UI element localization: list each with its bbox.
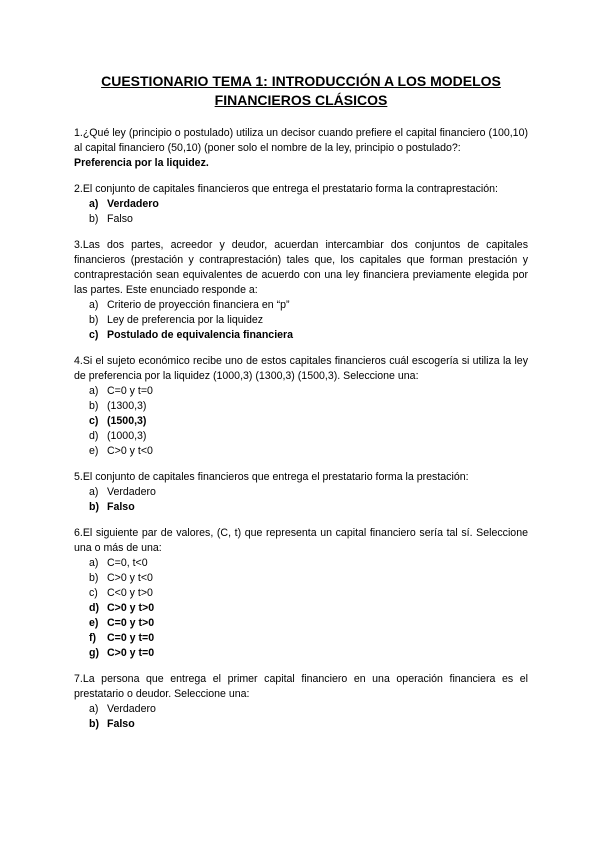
option-item xyxy=(89,571,528,586)
option-mark: b) xyxy=(89,572,99,584)
option-item xyxy=(89,631,528,646)
question-5 xyxy=(74,470,528,515)
option-text: Ley de preferencia por la liquidez xyxy=(107,314,264,326)
option-mark: a) xyxy=(89,198,99,210)
question-stem: 1.¿Qué ley (principio o postulado) utiliza un decisor cuando prefiere el capital financiero (100,10) al capital financiero (50,10) (poner solo el nombre de la ley, principio o postulado?: xyxy=(74,127,528,154)
option-list xyxy=(74,384,528,459)
option-mark: d) xyxy=(89,602,99,614)
option-mark: b) xyxy=(89,501,99,513)
option-text: (1300,3) xyxy=(107,400,147,412)
option-text: C=0 y t=0 xyxy=(107,385,153,397)
question-4 xyxy=(74,354,528,459)
option-item xyxy=(89,414,528,429)
option-text: C>0 y t=0 xyxy=(107,647,155,659)
option-list xyxy=(74,298,528,343)
option-text: C<0 y t>0 xyxy=(107,587,153,599)
question-1 xyxy=(74,126,528,171)
option-mark: a) xyxy=(89,299,99,311)
option-text: C>0 y t<0 xyxy=(107,445,153,457)
option-item xyxy=(89,429,528,444)
option-item xyxy=(89,586,528,601)
option-list xyxy=(74,556,528,661)
option-mark: f) xyxy=(89,632,97,644)
option-item xyxy=(89,399,528,414)
option-mark: b) xyxy=(89,400,99,412)
title-line-2: FINANCIEROS CLÁSICOS xyxy=(214,92,388,108)
option-item xyxy=(89,616,528,631)
document-page xyxy=(74,72,528,743)
option-mark: b) xyxy=(89,718,99,730)
option-list xyxy=(74,197,528,227)
option-item xyxy=(89,717,528,732)
option-mark: d) xyxy=(89,430,99,442)
option-text: Verdadero xyxy=(107,703,156,715)
option-list xyxy=(74,702,528,732)
question-stem: 5.El conjunto de capitales financieros que entrega el prestatario forma la prestación: xyxy=(74,471,469,483)
option-text: Falso xyxy=(107,501,135,513)
option-item xyxy=(89,601,528,616)
option-text: C>0 y t<0 xyxy=(107,572,153,584)
option-text: C=0 y t=0 xyxy=(107,632,155,644)
option-mark: a) xyxy=(89,385,99,397)
question-6 xyxy=(74,526,528,661)
option-item xyxy=(89,444,528,459)
option-item xyxy=(89,298,528,313)
option-item xyxy=(89,313,528,328)
question-2 xyxy=(74,182,528,227)
option-list xyxy=(74,485,528,515)
option-item xyxy=(89,646,528,661)
option-text: Falso xyxy=(107,213,133,225)
question-stem: 4.Si el sujeto económico recibe uno de estos capitales financieros cuál escogería si utiliza la ley de preferencia por la liquidez (1000,3) (1300,3) (1500,3). Seleccione una: xyxy=(74,355,528,382)
option-text: (1500,3) xyxy=(107,415,147,427)
option-mark: g) xyxy=(89,647,99,659)
option-item xyxy=(89,556,528,571)
question-stem: 7.La persona que entrega el primer capital financiero en una operación financiera es el prestatario o deudor. Seleccione una: xyxy=(74,673,528,700)
question-stem: 2.El conjunto de capitales financieros que entrega el prestatario forma la contraprestación: xyxy=(74,183,498,195)
option-text: C=0 y t>0 xyxy=(107,617,155,629)
option-item xyxy=(89,500,528,515)
option-mark: a) xyxy=(89,703,99,715)
option-item xyxy=(89,197,528,212)
option-text: Verdadero xyxy=(107,486,156,498)
option-mark: a) xyxy=(89,486,99,498)
title-line-1: CUESTIONARIO TEMA 1: INTRODUCCIÓN A LOS MODELOS xyxy=(101,73,501,89)
option-item xyxy=(89,485,528,500)
option-item xyxy=(89,212,528,227)
question-stem: 6.El siguiente par de valores, (C, t) que representa un capital financiero sería tal sí. Seleccione una o más de una: xyxy=(74,527,528,554)
option-mark: b) xyxy=(89,314,99,326)
option-text: Postulado de equivalencia financiera xyxy=(107,329,294,341)
option-mark: e) xyxy=(89,617,99,629)
option-text: C=0, t<0 xyxy=(107,557,148,569)
question-7 xyxy=(74,672,528,732)
option-mark: e) xyxy=(89,445,99,457)
option-text: Verdadero xyxy=(107,198,159,210)
option-text: (1000,3) xyxy=(107,430,147,442)
option-text: C>0 y t>0 xyxy=(107,602,155,614)
question-3 xyxy=(74,238,528,343)
option-mark: c) xyxy=(89,329,99,341)
option-text: Falso xyxy=(107,718,135,730)
option-mark: c) xyxy=(89,415,99,427)
question-stem: 3.Las dos partes, acreedor y deudor, acuerdan intercambiar dos conjuntos de capitales financieros (prestación y contraprestación) tales que, los capitales que forman prestación y contraprestación sean equivalentes de acuerdo con una ley financiera previamente elegida por las partes. Este enunciado responde a: xyxy=(74,239,528,296)
option-item xyxy=(89,328,528,343)
option-item xyxy=(89,384,528,399)
document-title xyxy=(74,72,528,110)
question-answer: Preferencia por la liquidez. xyxy=(74,157,209,169)
option-text: Criterio de proyección financiera en “p” xyxy=(107,299,290,311)
option-item xyxy=(89,702,528,717)
option-mark: b) xyxy=(89,213,99,225)
option-mark: a) xyxy=(89,557,99,569)
option-mark: c) xyxy=(89,587,98,599)
